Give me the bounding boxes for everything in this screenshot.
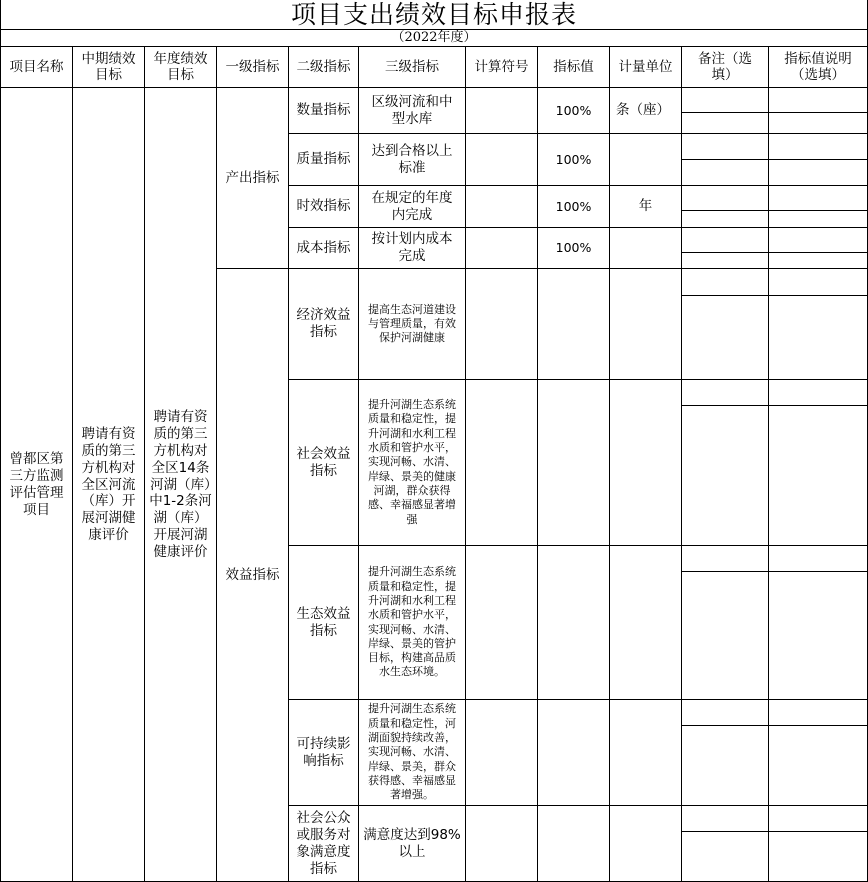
grid-line [681, 725, 868, 726]
grid-line [0, 29, 868, 30]
header-level1: 一级指标 [225, 58, 280, 75]
project-name: 曾都区第三方监测评估管理项目 [9, 451, 64, 518]
output-indicator-label: 产出指标 [225, 169, 280, 186]
output-level3-quality: 达到合格以上标准 [371, 142, 453, 176]
grid-line [288, 227, 868, 228]
benefit-level2-ecological: 生态效益指标 [296, 605, 351, 639]
benefit-level2-satisfaction: 社会公众或服务对象满意度指标 [296, 810, 351, 877]
grid-line [358, 46, 359, 882]
output-level2-quantity: 数量指标 [296, 102, 351, 119]
header-unit: 计量单位 [618, 58, 673, 75]
grid-line [216, 46, 217, 882]
form-title: 项目支出绩效目标申报表 [290, 0, 577, 30]
grid-line [465, 46, 466, 882]
output-level2-cost: 成本指标 [296, 239, 351, 256]
header-project-name: 项目名称 [9, 58, 64, 75]
grid-line [216, 268, 868, 269]
grid-line [0, 87, 868, 88]
header-mid-goal: 中期绩效目标 [81, 50, 136, 83]
output-level3-cost: 按计划内成本完成 [371, 231, 453, 264]
grid-line [72, 46, 73, 882]
benefit-level2-social: 社会效益指标 [296, 445, 351, 479]
benefit-level3-sustainable: 提升河湖生态系统质量和稳定性，河湖面貌持续改善，实现河畅、水清、岸绿、景美，群众获得感、幸福感显著增强。 [368, 702, 456, 802]
header-remark: 备注（选填） [698, 50, 752, 83]
grid-line [0, 46, 868, 47]
grid-line [681, 831, 868, 832]
grid-line [681, 46, 682, 882]
header-indicator-value: 指标值 [553, 58, 594, 75]
output-level3-timeliness: 在规定的年度内完成 [371, 189, 453, 223]
benefit-level3-economic: 提高生态河道建设与管理质量，有效保护河湖健康 [368, 302, 456, 345]
grid-line [768, 46, 769, 882]
benefit-level2-sustainable: 可持续影响指标 [296, 735, 351, 769]
grid-line [681, 571, 868, 572]
benefit-level2-economic: 经济效益指标 [296, 307, 351, 340]
grid-line [681, 159, 868, 160]
grid-line [288, 185, 868, 186]
benefit-level3-social: 提升河湖生态系统质量和稳定性，提升河湖和水利工程水质和管护水平，实现河畅、水清、岸绿、景美的健康河湖，群众获得感、幸福感显著增强 [368, 398, 456, 526]
header-explanation: 指标值说明（选填） [784, 50, 852, 83]
grid-line [681, 210, 868, 211]
header-level2: 二级指标 [296, 58, 351, 75]
grid-line [288, 379, 868, 380]
output-value-timeliness: 100% [555, 198, 592, 214]
grid-line [681, 295, 868, 296]
header-level3: 三级指标 [385, 58, 439, 75]
grid-line [288, 805, 868, 806]
output-unit-quantity: 条（座） [616, 102, 670, 119]
grid-line [288, 133, 868, 134]
header-annual-goal: 年度绩效目标 [153, 50, 208, 83]
grid-line [288, 46, 289, 882]
output-level3-quantity: 区级河流和中型水库 [371, 93, 453, 127]
output-level2-quality: 质量指标 [296, 151, 351, 168]
grid-line [681, 405, 868, 406]
grid-line [144, 46, 145, 882]
benefit-indicator-label: 效益指标 [225, 567, 280, 584]
output-value-quality: 100% [555, 151, 592, 167]
grid-line [288, 699, 868, 700]
benefit-level3-satisfaction: 满意度达到98%以上 [363, 827, 461, 860]
benefit-level3-ecological: 提升河湖生态系统质量和稳定性，提升河湖和水利工程水质和管护水平，实现河畅、水清、岸绿、景美的管护目标，构建高品质水生态环境。 [368, 565, 456, 679]
grid-line [609, 46, 610, 882]
header-calc-symbol: 计算符号 [474, 58, 529, 75]
output-value-cost: 100% [555, 240, 592, 256]
mid-goal: 聘请有资质的第三方机构对全区河流（库）开展河湖健康评价 [81, 425, 136, 544]
grid-line [0, 0, 1, 882]
grid-line [288, 545, 868, 546]
form-year: （2022年度） [391, 29, 477, 45]
output-unit-timeliness: 年 [638, 198, 653, 215]
grid-line [681, 252, 868, 253]
grid-line [537, 46, 538, 882]
annual-goal: 聘请有资质的第三方机构对全区14条河湖（库）中1-2条河湖（库）开展河湖健康评价 [149, 409, 212, 561]
grid-line [681, 112, 868, 113]
output-value-quantity: 100% [555, 102, 592, 118]
output-level2-timeliness: 时效指标 [296, 198, 351, 215]
